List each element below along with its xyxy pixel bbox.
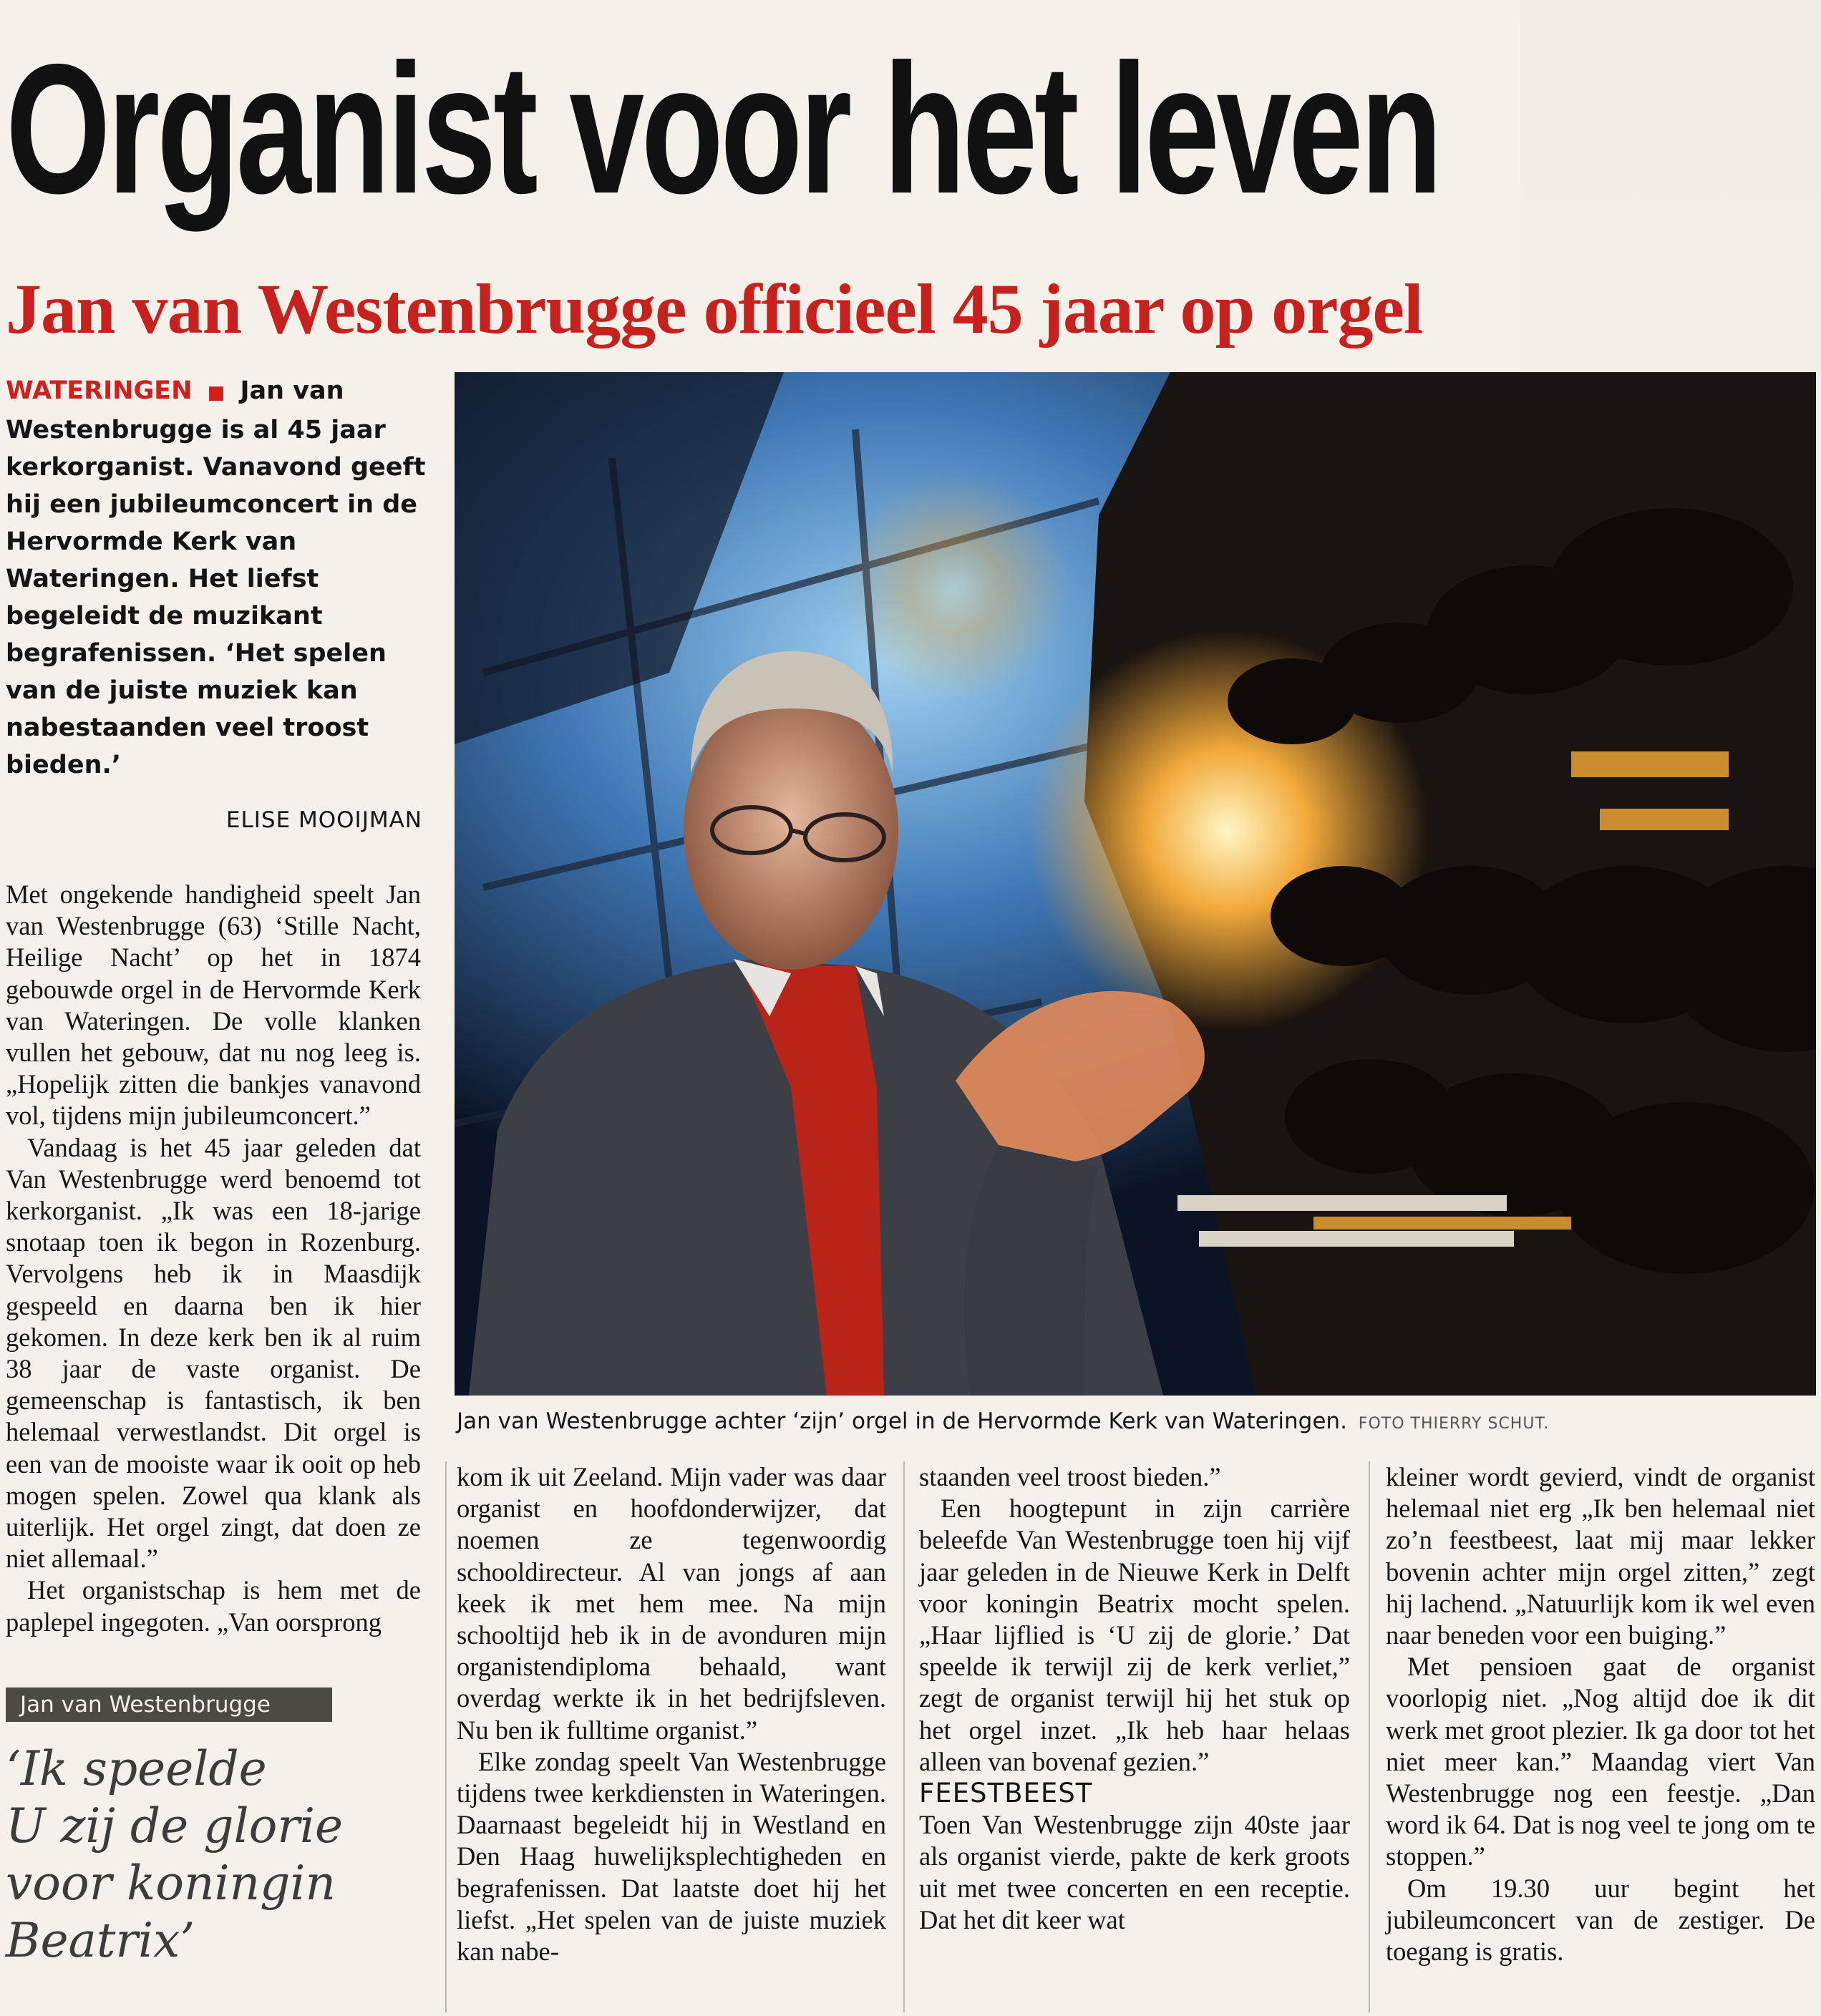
dateline: WATERINGEN	[6, 376, 193, 405]
quote-label: Jan van Westenbrugge	[6, 1688, 332, 1722]
intro-lead	[6, 372, 435, 784]
quote-line: voor koningin	[6, 1856, 336, 1911]
pull-quote	[6, 1740, 435, 1969]
body-column-4	[1386, 1461, 1815, 1967]
paragraph: Een hoogtepunt in zijn carrière beleefde Van Westenbrugge toen hij vijf jaar geleden in de Nieuwe Kerk in Delft voor koningin Beatrix mocht spelen. „Haar lijflied is ‘U zij de glorie.’ Dat speelde ik terwijl zij de kerk verliet,” zegt de organist terwijl hij het stuk op het orgel inzet. „Ik heb haar helaas alleen van bovenaf gezien.”	[919, 1494, 1350, 1776]
paragraph: staanden veel troost bieden.”	[919, 1462, 1221, 1491]
photo-caption	[457, 1407, 1817, 1438]
subheadline: Jan van Westenbrugge officieel 45 jaar op orgel	[6, 269, 1423, 349]
paragraph: Met pensioen gaat de organist voorlopig niet. „Nog altijd doe ik dit werk met groot plezier. Ik ga door tot het niet meer kan.” Maandag viert Van Westenbrugge nog een feestje. „Dan word ik 64. Dat is nog veel te jong om te stoppen.”	[1386, 1652, 1815, 1871]
paragraph: kleiner wordt gevierd, vindt de organist helemaal niet erg „Ik ben helemaal niet zo’n feestbeest, laat mij maar lekker bovenin achter mijn orgel zitten,” zegt hij lachend. „Natuurlijk kom ik wel even naar beneden voor een buiging.”	[1386, 1462, 1815, 1650]
column-rule	[903, 1461, 905, 2012]
paragraph: Toen Van Westenbrugge zijn 40ste jaar als organist vierde, pakte de kerk groots uit met twee concerten en een receptie. Dat het dit keer wat	[919, 1810, 1350, 1934]
quote-line: U zij de glorie	[6, 1798, 344, 1854]
quote-line: Beatrix’	[6, 1913, 195, 1968]
body-column-2	[457, 1461, 886, 1967]
paragraph: Om 19.30 uur begint het jubileumconcert van de zestiger. De toegang is gratis.	[1386, 1873, 1815, 1967]
paragraph: Met ongekende handigheid speelt Jan van Westenbrugge (63) ‘Stille Nacht, Heilige Nacht’ op het in 1874 gebouwde orgel in de Hervormde Kerk van Wateringen. De volle klanken vullen het gebouw, dat nu nog leeg is. „Hopelijk zitten die bankjes vanavond vol, tijdens mijn jubileumconcert.”	[6, 880, 421, 1131]
quote-line: ‘Ik speelde	[6, 1741, 267, 1796]
paragraph: Vandaag is het 45 jaar geleden dat Van Westenbrugge werd benoemd tot kerkorganist. „Ik was een 18-jarige snotaap toen ik begon in Rozenburg. Vervolgens heb ik in Maasdijk gespeeld en daarna ben ik hier gekomen. In deze kerk ben ik al ruim 38 jaar de vaste organist. De gemeenschap is fantastisch, ik ben helemaal verwestlandst. Dit orgel is een van de mooiste waar ik ooit op heb mogen spelen. Zowel qua klank als uiterlijk. Het orgel zingt, dat doen ze niet allemaal.”	[6, 1132, 421, 1574]
body-column-3	[919, 1461, 1350, 1936]
section-heading: FEESTBEEST	[919, 1778, 1093, 1809]
body-column-1	[6, 879, 421, 1638]
bullet-icon: ■	[200, 382, 232, 404]
photo-credit: FOTO THIERRY SCHUT.	[1358, 1415, 1550, 1433]
byline: ELISE MOOIJMAN	[225, 807, 422, 833]
organist-photo	[455, 372, 1816, 1396]
column-rule	[445, 1461, 447, 2012]
headline: Organist voor het leven	[6, 25, 1439, 232]
caption-text: Jan van Westenbrugge achter ‘zijn’ orgel in de Hervormde Kerk van Wateringen.	[457, 1408, 1347, 1434]
paragraph: kom ik uit Zeeland. Mijn vader was daar organist en hoofdonderwijzer, dat noemen ze tegenwoordig schooldirecteur. Al van jongs af aan keek ik met hem mee. Na mijn schooltijd heb ik in de avonduren mijn organistendiploma behaald, want overdag werkte ik in het bedrijfsleven. Nu ben ik fulltime organist.”	[457, 1462, 886, 1745]
intro-text: Jan van Westenbrugge is al 45 jaar kerkorganist. Vanavond geeft hij een jubileumconcert in de Hervormde Kerk van Wateringen. Het liefst begeleidt de muzikant begrafenissen. ‘Het spelen van de juiste muziek kan nabestaanden veel troost bieden.’	[6, 376, 426, 779]
column-rule	[1369, 1461, 1370, 2012]
organ-photo-illustration	[455, 372, 1816, 1396]
paragraph: Elke zondag speelt Van Westenbrugge tijdens twee kerkdiensten in Wateringen. Daarnaast begeleidt hij in Westland en Den Haag huwelijksplechtigheden en begrafenissen. Dat laatste doet hij het liefst. „Het spelen van de juiste muziek kan nabe-	[457, 1746, 886, 1967]
paragraph: Het organistschap is hem met de paplepel ingegoten. „Van oorsprong	[6, 1575, 421, 1637]
